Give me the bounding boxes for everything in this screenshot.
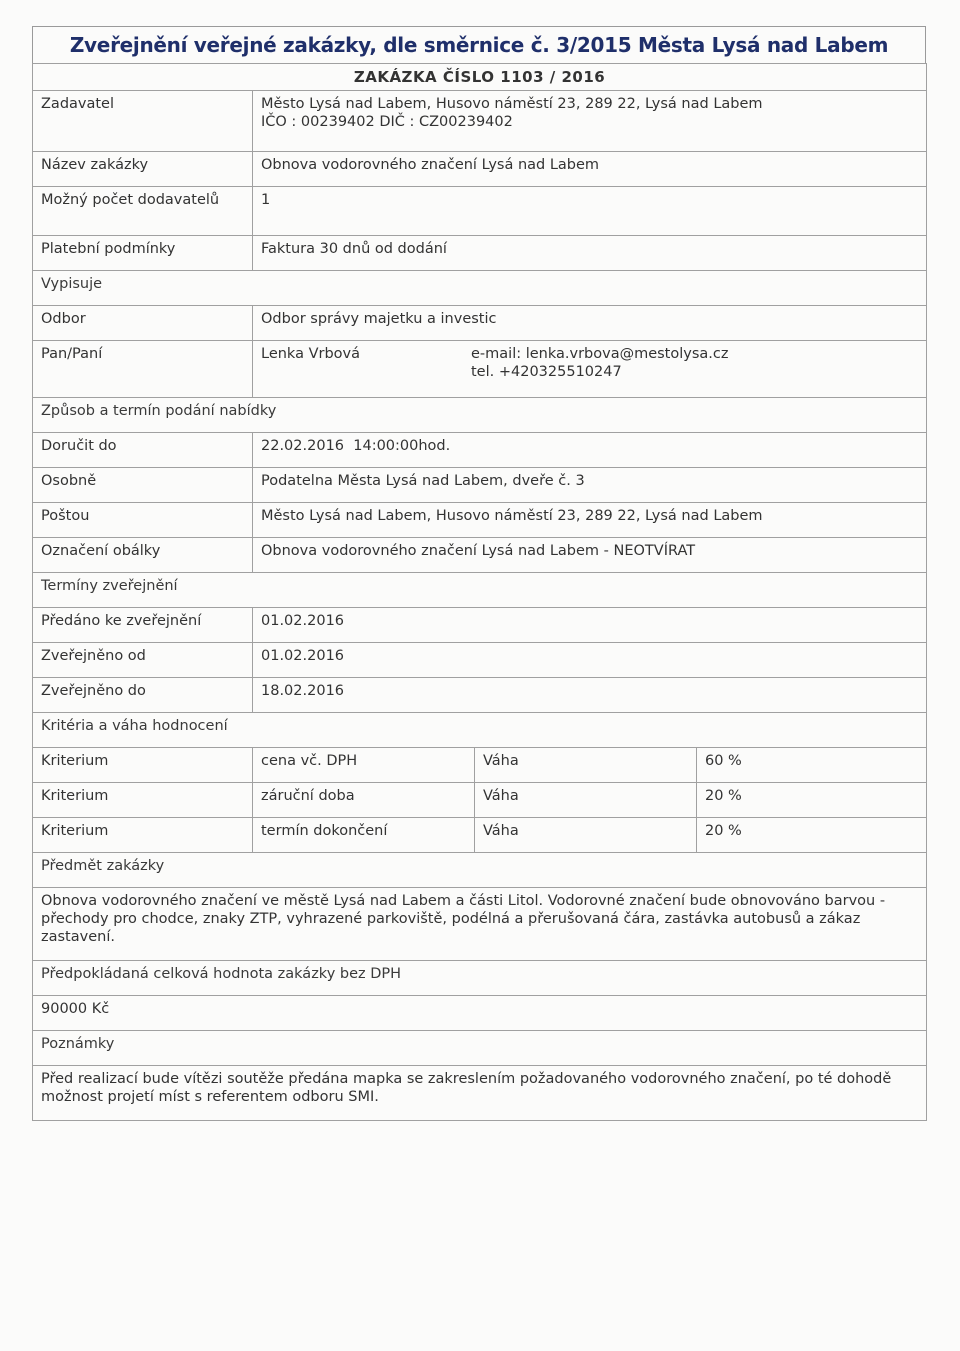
- contact-phone: tel. +420325510247: [471, 364, 622, 380]
- row-pocet: [33, 187, 927, 236]
- hodnota-value: 90000 Kč: [33, 996, 927, 1031]
- criterion-weight-label: Váha: [475, 783, 697, 818]
- row-zverejneno-do: [33, 678, 927, 713]
- document: [32, 26, 926, 1121]
- row-nazev: [33, 152, 927, 187]
- value-predano: 01.02.2016: [253, 608, 927, 643]
- section-poznamky: Poznámky: [33, 1031, 927, 1066]
- label-predano: Předáno ke zveřejnění: [33, 608, 253, 643]
- label-pan: Pan/Paní: [33, 341, 253, 398]
- row-hodnota-heading: [33, 961, 927, 996]
- zadavatel-ids: IČO : 00239402 DIČ : CZ00239402: [261, 114, 513, 130]
- value-osobne: Podatelna Města Lysá nad Labem, dveře č. 3: [253, 468, 927, 503]
- label-dorucit: Doručit do: [33, 433, 253, 468]
- section-terminy: Termíny zveřejnění: [33, 573, 927, 608]
- row-poznamky: [33, 1066, 927, 1121]
- zadavatel-address: Město Lysá nad Labem, Husovo náměstí 23, 289 22, Lysá nad Labem: [261, 96, 763, 112]
- row-predano: [33, 608, 927, 643]
- criterion-row: [33, 783, 927, 818]
- row-zpusob: [33, 398, 927, 433]
- row-pan: [33, 341, 927, 398]
- criterion-weight-label: Váha: [475, 748, 697, 783]
- row-zverejneno-od: [33, 643, 927, 678]
- value-odbor: Odbor správy majetku a investic: [253, 306, 927, 341]
- predmet-text: Obnova vodorovného značení ve městě Lysá nad Labem a části Litol. Vodorovné značení bude obnovováno barvou - přechody pro chodce, znaky ZTP, vyhrazené parkoviště, podélná a přerušovaná čára, zastávka autobusů a zákaz zastavení.: [33, 888, 927, 961]
- criterion-weight: 20 %: [697, 783, 927, 818]
- row-platebni: [33, 236, 927, 271]
- criterion-label: Kriterium: [33, 748, 253, 783]
- value-pan: [253, 341, 927, 398]
- row-predmet: [33, 888, 927, 961]
- tender-number: ZAKÁZKA ČÍSLO 1103 / 2016: [33, 64, 927, 91]
- contact-email: e-mail: lenka.vrbova@mestolysa.cz: [471, 346, 729, 362]
- label-postou: Poštou: [33, 503, 253, 538]
- document-title: Zveřejnění veřejné zakázky, dle směrnice č. 3/2015 Města Lysá nad Labem: [32, 26, 926, 63]
- criterion-row: [33, 748, 927, 783]
- section-vypisuje: Vypisuje: [33, 271, 927, 306]
- section-predmet: Předmět zakázky: [33, 853, 927, 888]
- row-predmet-heading: [33, 853, 927, 888]
- section-zpusob: Způsob a termín podání nabídky: [33, 398, 927, 433]
- criterion-weight-label: Váha: [475, 818, 697, 853]
- criterion-row: [33, 818, 927, 853]
- row-obalka: [33, 538, 927, 573]
- value-dorucit: 22.02.2016 14:00:00hod.: [253, 433, 927, 468]
- contact-name: Lenka Vrbová: [261, 346, 360, 362]
- value-zadavatel: [253, 91, 927, 152]
- poznamky-text: Před realizací bude vítězi soutěže předána mapka se zakreslením požadovaného vodorovného značení, po té dohodě možnost projetí míst s referentem odboru SMI.: [33, 1066, 927, 1121]
- row-poznamky-heading: [33, 1031, 927, 1066]
- value-zverejneno-do: 18.02.2016: [253, 678, 927, 713]
- tender-table: [32, 63, 927, 1121]
- criterion-name: záruční doba: [253, 783, 475, 818]
- row-zadavatel: [33, 91, 927, 152]
- row-kriteria-heading: [33, 713, 927, 748]
- label-odbor: Odbor: [33, 306, 253, 341]
- label-zverejneno-od: Zveřejněno od: [33, 643, 253, 678]
- value-nazev: Obnova vodorovného značení Lysá nad Labem: [253, 152, 927, 187]
- row-odbor: [33, 306, 927, 341]
- row-postou: [33, 503, 927, 538]
- criterion-name: termín dokončení: [253, 818, 475, 853]
- label-obalka: Označení obálky: [33, 538, 253, 573]
- section-kriteria: Kritéria a váha hodnocení: [33, 713, 927, 748]
- criterion-label: Kriterium: [33, 783, 253, 818]
- value-pocet: 1: [253, 187, 927, 236]
- value-platebni: Faktura 30 dnů od dodání: [253, 236, 927, 271]
- label-zadavatel: Zadavatel: [33, 91, 253, 152]
- row-osobne: [33, 468, 927, 503]
- label-nazev: Název zakázky: [33, 152, 253, 187]
- criterion-weight: 20 %: [697, 818, 927, 853]
- label-zverejneno-do: Zveřejněno do: [33, 678, 253, 713]
- criterion-weight: 60 %: [697, 748, 927, 783]
- row-dorucit: [33, 433, 927, 468]
- section-hodnota: Předpokládaná celková hodnota zakázky bez DPH: [33, 961, 927, 996]
- row-hodnota: [33, 996, 927, 1031]
- row-terminy: [33, 573, 927, 608]
- label-pocet: Možný počet dodavatelů: [33, 187, 253, 236]
- label-platebni: Platební podmínky: [33, 236, 253, 271]
- value-zverejneno-od: 01.02.2016: [253, 643, 927, 678]
- label-osobne: Osobně: [33, 468, 253, 503]
- row-vypisuje: [33, 271, 927, 306]
- value-postou: Město Lysá nad Labem, Husovo náměstí 23, 289 22, Lysá nad Labem: [253, 503, 927, 538]
- criterion-name: cena vč. DPH: [253, 748, 475, 783]
- value-obalka: Obnova vodorovného značení Lysá nad Labem - NEOTVÍRAT: [253, 538, 927, 573]
- criterion-label: Kriterium: [33, 818, 253, 853]
